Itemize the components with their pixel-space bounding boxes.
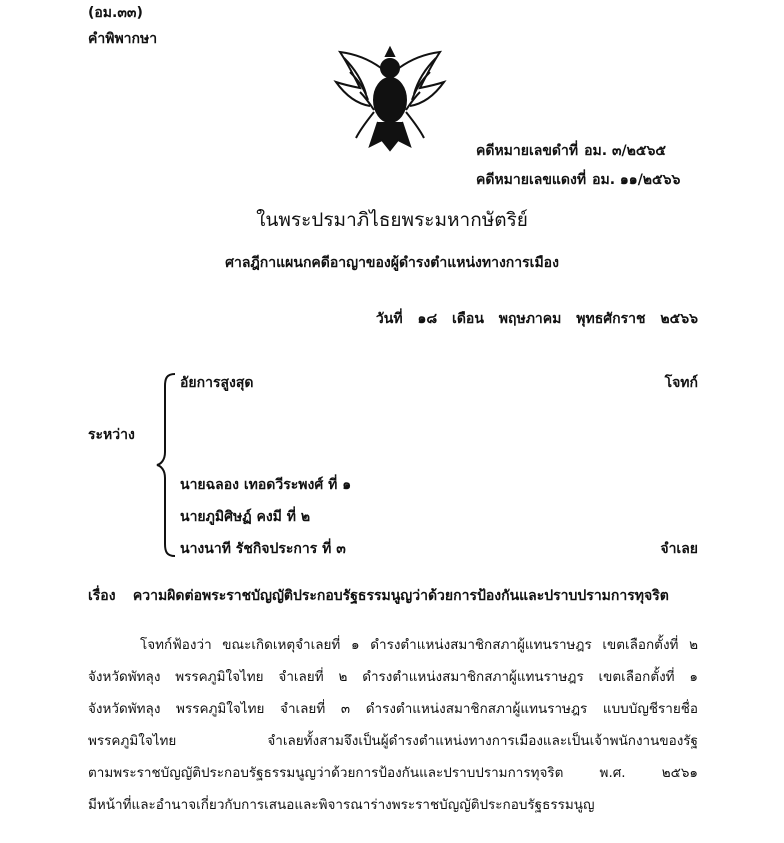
body-line-2: จังหวัดพัทลุง พรรคภูมิใจไทย จำเลยที่ ๒ ดำรงตำแหน่งสมาชิกสภาผู้แทนราษฎร เขตเลือกตั้งที่ ๑ xyxy=(88,669,698,685)
plaintiff-role: โจทก์ xyxy=(664,375,698,391)
body-line-4: พรรคภูมิใจไทย จำเลยทั้งสามจึงเป็นผู้ดำรงตำแหน่งทางการเมืองและเป็นเจ้าพนักงานของรัฐ xyxy=(88,733,698,749)
subject-label: เรื่อง xyxy=(88,588,116,604)
curly-brace-icon xyxy=(155,372,177,562)
document-type: คำพิพากษา xyxy=(88,31,158,47)
body-line-1: โจทก์ฟ้องว่า ขณะเกิดเหตุจำเลยที่ ๑ ดำรงตำแหน่งสมาชิกสภาผู้แทนราษฎร เขตเลือกตั้งที่ ๒ xyxy=(140,637,698,653)
date-year-label: พุทธศักราช xyxy=(576,311,646,327)
black-case-label: คดีหมายเลขดำที่ xyxy=(476,143,579,159)
defendant-2: นายภูมิศิษฏ์ คงมี ที่ ๒ xyxy=(180,509,311,525)
royal-title: ในพระปรมาภิไธยพระมหากษัตริย์ xyxy=(256,209,528,231)
date-day-label: วันที่ xyxy=(375,311,403,327)
body-line-6: มีหน้าที่และอำนาจเกี่ยวกับการเสนอและพิจารณาร่างพระราชบัญญัติประกอบรัฐธรรมนูญ xyxy=(88,797,595,813)
subject-text: ความผิดต่อพระราชบัญญัติประกอบรัฐธรรมนูญว่าด้วยการป้องกันและปราบปรามการทุจริต xyxy=(132,588,669,604)
garuda-emblem-icon xyxy=(330,42,450,156)
date-year: ๒๕๖๖ xyxy=(660,311,698,327)
black-case-number-row xyxy=(476,140,666,162)
defendant-3: นางนาที รัชกิจประการ ที่ ๓ xyxy=(180,541,346,557)
date-month: พฤษภาคม xyxy=(498,311,562,327)
body-line-3: จังหวัดพัทลุง พรรคภูมิใจไทย จำเลยที่ ๓ ดำรงตำแหน่งสมาชิกสภาผู้แทนราษฎร แบบบัญชีรายชื่อ xyxy=(88,701,698,717)
date-day: ๑๘ xyxy=(417,311,438,327)
defendant-1: นายฉลอง เทอดวีระพงศ์ ที่ ๑ xyxy=(180,477,352,493)
black-case-number: อม. ๓/๒๕๖๕ xyxy=(584,143,666,159)
form-code: (อม.๓๓) xyxy=(88,5,143,21)
case-subject xyxy=(88,585,669,607)
body-line-5: ตามพระราชบัญญัติประกอบรัฐธรรมนูญว่าด้วยการป้องกันและปราบปรามการทุจริต พ.ศ. ๒๕๖๑ xyxy=(88,765,698,781)
defendant-role: จำเลย xyxy=(660,541,698,557)
judgment-date xyxy=(366,308,698,330)
red-case-number: อม. ๑๑/๒๕๖๖ xyxy=(592,172,681,188)
date-month-label: เดือน xyxy=(452,311,484,327)
red-case-number-row xyxy=(476,169,680,191)
red-case-label: คดีหมายเลขแดงที่ xyxy=(476,172,587,188)
court-name: ศาลฎีกาแผนกคดีอาญาของผู้ดำรงตำแหน่งทางการเมือง xyxy=(225,255,559,271)
between-label: ระหว่าง xyxy=(88,427,135,443)
plaintiff-name: อัยการสูงสุด xyxy=(180,375,254,391)
